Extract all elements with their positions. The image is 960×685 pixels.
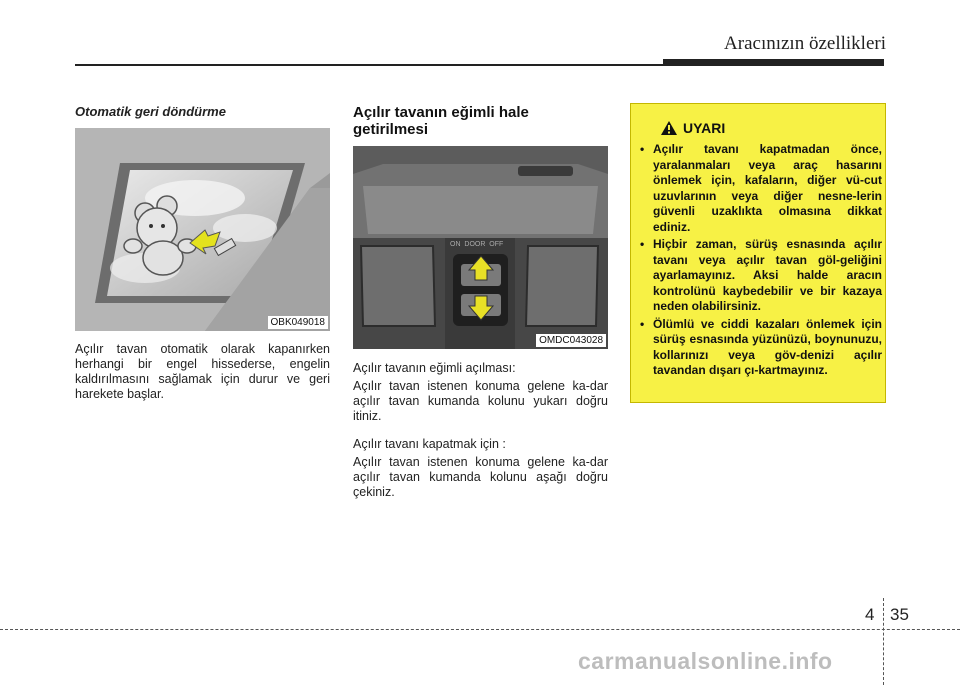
section-heading-tilt: Açılır tavanın eğimli hale getirilmesi [353,104,529,138]
sunroof-obstacle-illustration [75,128,330,331]
image-code-label: OMDC043028 [536,334,606,347]
tilt-close-intro: Açılır tavanı kapatmak için : [353,437,506,451]
tilt-close-instruction: Açılır tavan istenen konuma gelene ka-dar açılır tavan kumanda kolunu aşağı doğru çekiniz. [353,455,608,499]
watermark: carmanualsonline.info [578,648,833,674]
footer-dashed-line [0,629,960,630]
console-button-label: ON DOOR OFF [450,241,504,248]
warning-item: • Hiçbir zaman, sürüş esnasında açılır tavanı veya açılır tavan göl-geliğini ayarlamayınız. Aksi halde aracın kontrolünü kaybedebilir ve bir kazaya neden olabilirsiniz. [640,237,882,313]
footer-dashed-divider [883,598,884,685]
page-header-title: Aracınızın özellikleri [724,33,886,54]
warning-item: • Ölümlü ve ciddi kazaları önlemek için sürüş esnasında yüzünüzü, boynunuzu, kollarınızı veya göv-denizi açılır tavandan dışarı çı-kartmayınız. [640,316,882,377]
warning-title-text: UYARI [683,120,726,136]
auto-reverse-paragraph: Açılır tavan otomatik olarak kapanırken herhangi bir engel hissederse, engelin kaldırılmasını sağlamak için durur ve geri harekete başlar. [75,342,330,401]
warning-box [630,103,886,403]
warning-triangle-icon [661,121,677,135]
header-rule-thick [663,59,884,66]
subheading-auto-reverse: Otomatik geri döndürme [75,104,226,119]
tilt-open-instruction: Açılır tavan istenen konuma gelene ka-dar açılır tavan kumanda kolunu yukarı doğru itiniz. [353,379,608,423]
warning-item: • Açılır tavanı kapatmadan önce, yaralanmaları veya araç hasarını önlemek için, kafaların, diğer vü-cut uzuvlarının veya diğer nesne-lerin güvenli uzaklıkta olmasına dikkat ediniz. [640,142,882,234]
page-number: 35 [890,605,909,624]
image-code-label: OBK049018 [268,316,329,329]
header-rule [75,64,665,66]
tilt-open-intro: Açılır tavanın eğimli açılması: [353,361,516,375]
warning-title [661,120,725,136]
overhead-console-photo [353,146,608,349]
chapter-number: 4 [865,605,875,624]
warning-list [638,142,882,381]
